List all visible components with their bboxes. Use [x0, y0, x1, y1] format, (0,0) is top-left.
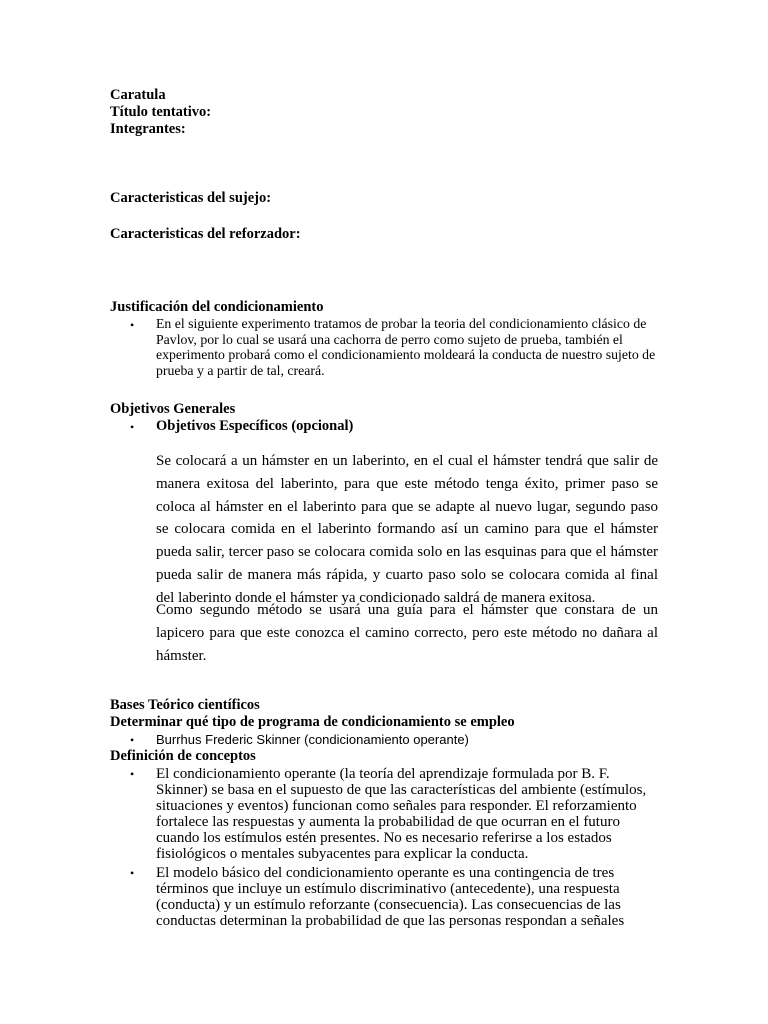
bullet-icon: • [130, 420, 135, 434]
caracteristicas-reforzador-label: Caracteristicas del reforzador: [110, 226, 301, 242]
justificacion-text: En el siguiente experimento tratamos de probar la teoria del condicionamiento clásico de Pavlov, por lo cual se usará una cachorra de perro como sujeto de prueba, también el experimento probará como el condicionamiento moldeará la conducta de nuestro sujeto de prueba y a partir de tal, creará. [156, 316, 656, 378]
integrantes-label: Integrantes: [110, 121, 186, 137]
objetivos-generales-heading: Objetivos Generales [110, 401, 236, 417]
skinner-item: Burrhus Frederic Skinner (condicionamiento operante) [156, 732, 469, 747]
objetivos-paragraph-1: Se colocará a un hámster en un laberinto, en el cual el hámster tendrá que salir de manera exitosa del laberinto, para que este método tenga éxito, primer paso se coloca al hámster en el laberinto para que se adapte al nuevo lugar, segundo paso se colocara comida en el laberinto formando así un camino para que el hámster pueda salir, tercer paso se colocara comida solo en las esquinas para que el hámster pueda salir de manera más rápida, y cuarto paso solo se colocara comida al final del laberinto donde el hámster ya condicionado saldrá de manera exitosa. [156, 453, 658, 606]
bullet-icon: • [130, 733, 135, 747]
justificacion-heading: Justificación del condicionamiento [110, 299, 324, 315]
caracteristicas-sujeto-label: Caracteristicas del sujejo: [110, 190, 272, 206]
definicion-heading: Definición de conceptos [110, 748, 256, 764]
titulo-label: Título tentativo: [110, 104, 212, 120]
bullet-icon: • [130, 767, 135, 781]
objetivos-especificos-heading: Objetivos Específicos (opcional) [156, 418, 354, 434]
objetivos-paragraph-2: Como segundo método se usará una guía para el hámster que constara de un lapicero para que este conozca el camino correcto, pero este método no dañara al hámster. [156, 602, 658, 664]
definicion-text-2: El modelo básico del condicionamiento operante es una contingencia de tres términos que incluye un estímulo discriminativo (antecedente), una respuesta (conducta) y un estímulo reforzante (consecuencia). Las consecuencias de las conductas determinan la probabilidad de que las personas respondan a señales [156, 865, 625, 929]
caratula-label: Caratula [110, 87, 166, 103]
determinar-heading: Determinar qué tipo de programa de condicionamiento se empleo [110, 714, 515, 730]
bases-heading: Bases Teórico científicos [110, 697, 260, 713]
definicion-text-1: El condicionamiento operante (la teoría del aprendizaje formulada por B. F. Skinner) se basa en el supuesto de que las características del ambiente (estímulos, situaciones y eventos) funcionan como señales para responder. El reforzamiento fortalece las respuestas y aumenta la probabilidad de que ocurran en el futuro cuando los estímulos estén presentes. No es necesario referirse a los estados fisiológicos o mentales subyacentes para explicar la conducta. [156, 766, 647, 862]
bullet-icon: • [130, 318, 135, 332]
bullet-icon: • [130, 866, 135, 880]
